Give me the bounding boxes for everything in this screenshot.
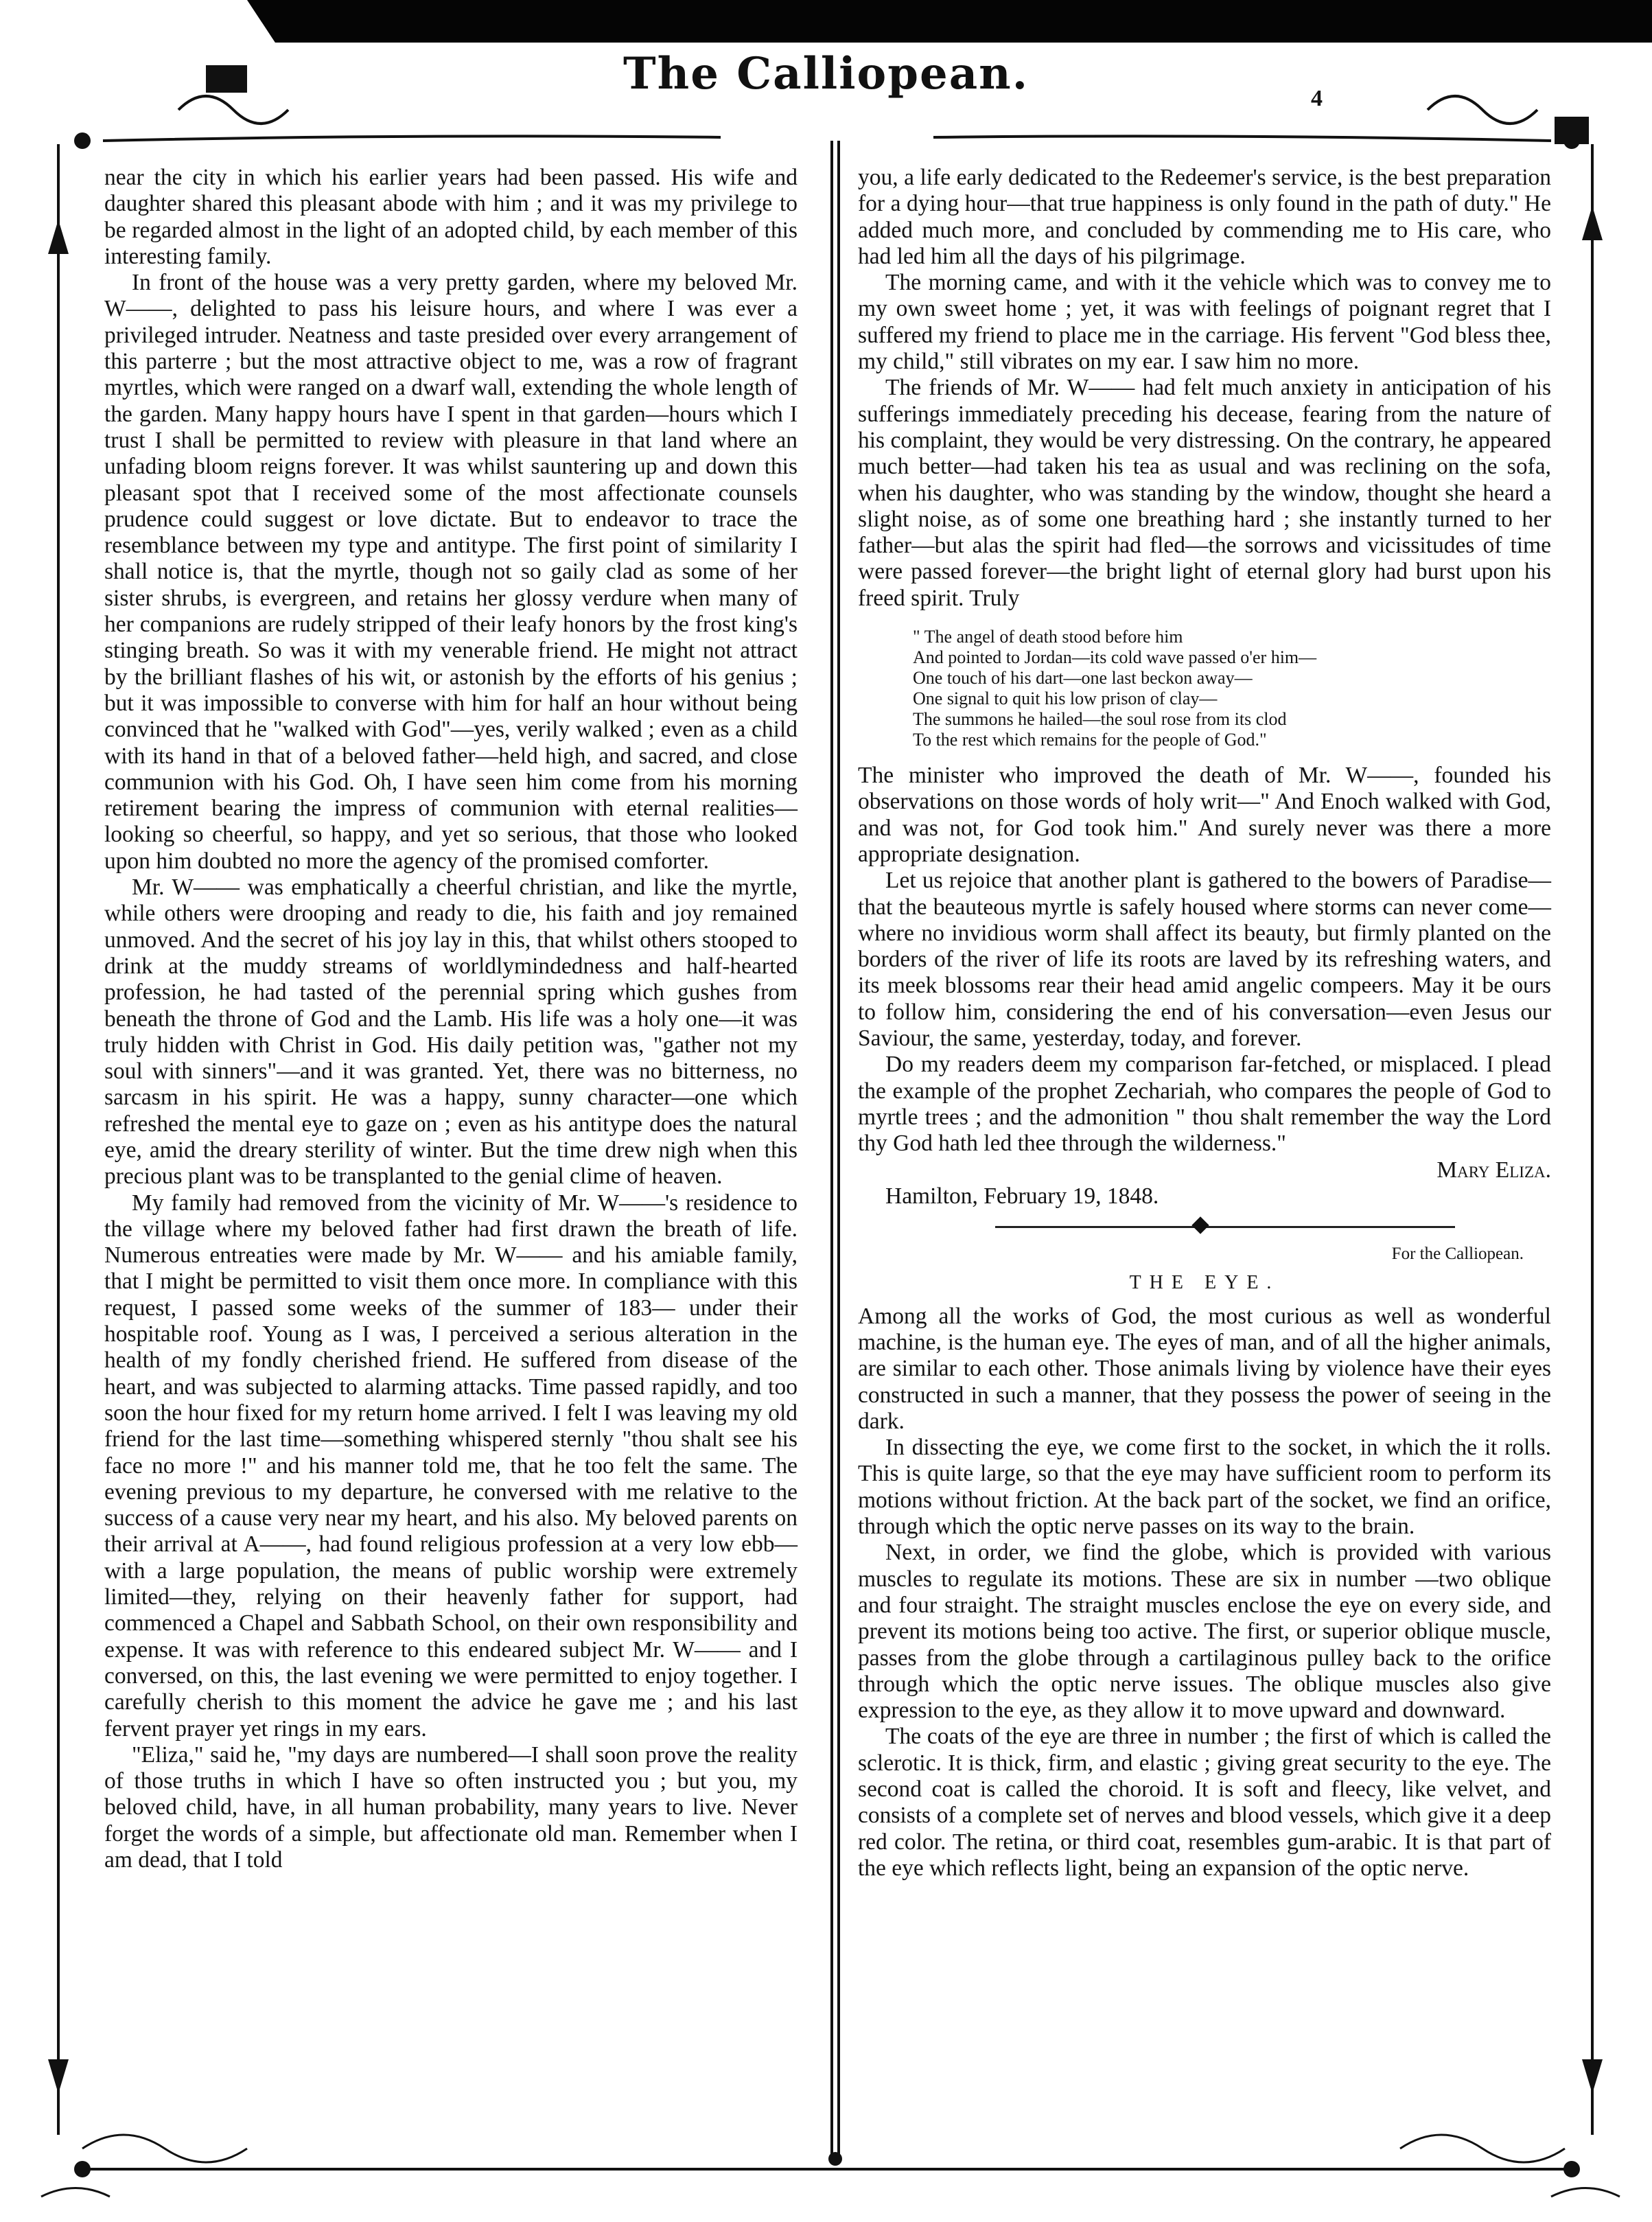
poem-line: One touch of his dart—one last beckon away— <box>913 668 1253 688</box>
paragraph: Mr. W—— was emphatically a cheerful christian, and like the myrtle, while others were drooping and ready to die, his faith and joy remained unmoved. And the secret of his joy lay in this, that whilst others stooped to drink at the muddy streams of worldlymindedness and half-hearted profession, he had tasted of the perennial spring which gushes from beneath the throne of God and the Lamb. His life was a holy one—it was truly hidden with Christ in God. His daily petition was, "gather not my soul with sinners"—and it was granted. Yet, there was no bitterness, no sarcasm in his spirit. He was a happy, sunny character—one which refreshed the mental eye to gaze on ; even as his antitype does the natural eye, amid the dreary sterility of winter. But the time drew nigh when this precious plant was to be transplanted to the genial clime of heaven. <box>104 875 798 1190</box>
masthead-title: The Calliopean. <box>623 48 1029 100</box>
paragraph: The friends of Mr. W—— had felt much anxiety in anticipation of his sufferings immediately preceding his decease, fearing from the nature of his complaint, they would be very distressing. On the contrary, he appeared much better—had taken his tea as usual and was reclining on the sofa, when his daughter, who was standing by the window, thought she heard a slight noise, as of some one breathing hard ; she instantly turned to her father—but alas the spirit had fled—the sorrows and vicissitudes of time were passed forever—the bright light of eternal glory had burst upon his freed spirit. Truly <box>858 375 1551 611</box>
paragraph: you, a life early dedicated to the Redeemer's service, is the best preparation for a dying hour—that true happiness is only found in the path of duty." He added much more, and concluded by commending me to His care, who had led him all the days of his pilgrimage. <box>858 165 1551 269</box>
paragraph: My family had removed from the vicinity of Mr. W——'s residence to the village where my beloved father had first drawn the breath of life. Numerous entreaties were made by Mr. W—— and his amiable family, that I might be permitted to visit them once more. In compliance with this request, I passed some weeks of the summer of 183— under their hospitable roof. Young as I was, I perceived a serious alteration in the health of my fondly cherished friend. He suffered from disease of the heart, and was subjected to alarming attacks. Time passed rapidly, and too soon the hour fixed for my return home arrived. I felt I was leaving my old friend for the last time—something whispered sternly "thou shalt see his face no more !" and his manner told me, that he too felt the same. The evening previous to my departure, he conversed with me relative to the success of a cause very near my heart, and his also. My beloved parents on their arrival at A——, had found religious profession at a very low ebb—with a large population, the means of public worship were extremely limited—they, relying on their heavenly father for support, had commenced a Chapel and Sabbath School, on their own responsibility and expense. It was with reference to this endeared subject Mr. W—— and I conversed, on this, the last evening we were permitted to enjoy together. I carefully cherish to this moment the advice he gave me ; and his last fervent prayer yet rings in my ears. <box>104 1190 798 1741</box>
left-column <box>104 165 798 1873</box>
article-title: THE EYE. <box>1129 1272 1280 1294</box>
page-number: 4 <box>1311 86 1323 111</box>
poem <box>913 627 1551 750</box>
dateline: Hamilton, February 19, 1848. <box>885 1183 1159 1209</box>
paragraph: Let us rejoice that another plant is gathered to the bowers of Paradise—that the beauteous myrtle is safely housed where storms can never come—where no invidious worm shall affect its beauty, but firmly planted on the borders of the river of life its roots are laved by its refreshing waters, and its meek blossoms rear their head amid angelic compeers. May it be ours to follow him, considering the end of his conversation—even Jesus our Saviour, the same, yesterday, today, and forever. <box>858 868 1551 1052</box>
section-divider <box>858 1212 1551 1240</box>
paragraph: The coats of the eye are three in number ; the first of which is called the sclerotic. It is thick, firm, and elastic ; giving great security to the eye. The second coat is called the choroid. It is soft and fleecy, like velvet, and consists of a complete set of nerves and blood vessels, which give it a deep red color. The retina, or third coat, resembles gum-arabic. It is that part of the eye which reflects light, being an expansion of the optic nerve. <box>858 1724 1551 1881</box>
poem-line: And pointed to Jordan—its cold wave passed o'er him— <box>913 647 1317 668</box>
paragraph: In dissecting the eye, we come first to the socket, in which the it rolls. This is quite large, so that the eye may have sufficient room to perform its motions without friction. At the back part of the socket, we find an orifice, through which the optic nerve passes on its way to the brain. <box>858 1435 1551 1540</box>
diamond-ornament-icon <box>1191 1216 1209 1234</box>
paragraph: Do my readers deem my comparison far-fetched, or misplaced. I plead the example of the prophet Zechariah, who compares the people of God to myrtle trees ; and the admonition " thou shalt remember the way the Lord thy God hath led thee through the wilderness." <box>858 1052 1551 1157</box>
paragraph: The minister who improved the death of Mr. W——, founded his observations on those words of holy writ—" And Enoch walked with God, and was not, for God took him." And surely never was there a more appropriate designation. <box>858 763 1551 867</box>
poem-line: The summons he hailed—the soul rose from its clod <box>913 709 1287 730</box>
poem-line: " The angel of death stood before him <box>913 627 1183 647</box>
paragraph: near the city in which his earlier years had been passed. His wife and daughter shared this pleasant abode with him ; and it was my privilege to be regarded almost in the light of an adopted child, by each member of this interesting family. <box>104 165 798 269</box>
author-signature: Mary Eliza. <box>1436 1157 1551 1183</box>
paragraph: In front of the house was a very pretty garden, where my beloved Mr. W——, delighted to pass his leisure hours, and where I was ever a privileged intruder. Neatness and taste presided over every arrangement of this parterre ; but the most attractive object to me, was a row of fragrant myrtles, which were ranged on a dwarf wall, extending the whole length of the garden. Many happy hours have I spent in that garden—hours which I trust I shall be permitted to review with pleasure in that land where an unfading bloom reigns forever. It was whilst sauntering up and down this pleasant spot that I received some of the most affectionate counsels prudence could suggest or love dictate. But to endeavor to trace the resemblance between my type and antitype. The first point of similarity I shall notice is, that the myrtle, though not so gaily clad as some of her sister shrubs, is evergreen, and retains her glossy verdure when many of her companions are rudely stripped of their leafy honors by the frost king's stinging breath. So was it with my venerable friend. He might not attract by the brilliant flashes of his wit, or astonish by the efforts of his genius ; but it was impossible to converse with him for half an hour without being convinced that he "walked with God"—yes, verily walked ; even as a child with its hand in that of a beloved father—held high, and sacred, and close communion with his God. Oh, I have seen him come from his morning retirement bearing the impress of communion with eternal realities—looking so cheerful, so happy, and yet so serious, that those who looked upon him doubted no more the agency of the promised comforter. <box>104 270 798 874</box>
right-column <box>858 165 1551 1882</box>
paragraph: Next, in order, we find the globe, which is provided with various muscles to regulate its motions. These are six in number —two oblique and four straight. The straight muscles enclose the eye on every side, and prevent its motions being too active. The first, or superior oblique muscle, passes from the globe through a cartilaginous pulley back to the orifice through which the optic nerve issues. The oblique muscles also give expression to the eye, as they allow it to move upward and downward. <box>858 1540 1551 1724</box>
poem-line: One signal to quit his low prison of clay— <box>913 688 1218 709</box>
poem-line: To the rest which remains for the people of God." <box>913 730 1267 750</box>
paragraph: Among all the works of God, the most curious as well as wonderful machine, is the human eye. The eyes of man, and of all the higher animals, are similar to each other. Those animals living by violence have their eyes constructed in such a manner, that they possess the power of seeing in the dark. <box>858 1303 1551 1434</box>
for-the-calliopean-note: For the Calliopean. <box>1391 1245 1524 1264</box>
paragraph: The morning came, and with it the vehicle which was to convey me to my own sweet home ; yet, it was with feelings of poignant regret that I suffered my friend to place me in the carriage. His fervent "God bless thee, my child," still vibrates on my ear. I saw him no more. <box>858 270 1551 375</box>
paragraph: "Eliza," said he, "my days are numbered—I shall soon prove the reality of those truths in which I have so often instructed you ; but you, my beloved child, have, in all human probability, many years to live. Never forget the words of a simple, but affectionate old man. Remember when I am dead, that I told <box>104 1741 798 1873</box>
